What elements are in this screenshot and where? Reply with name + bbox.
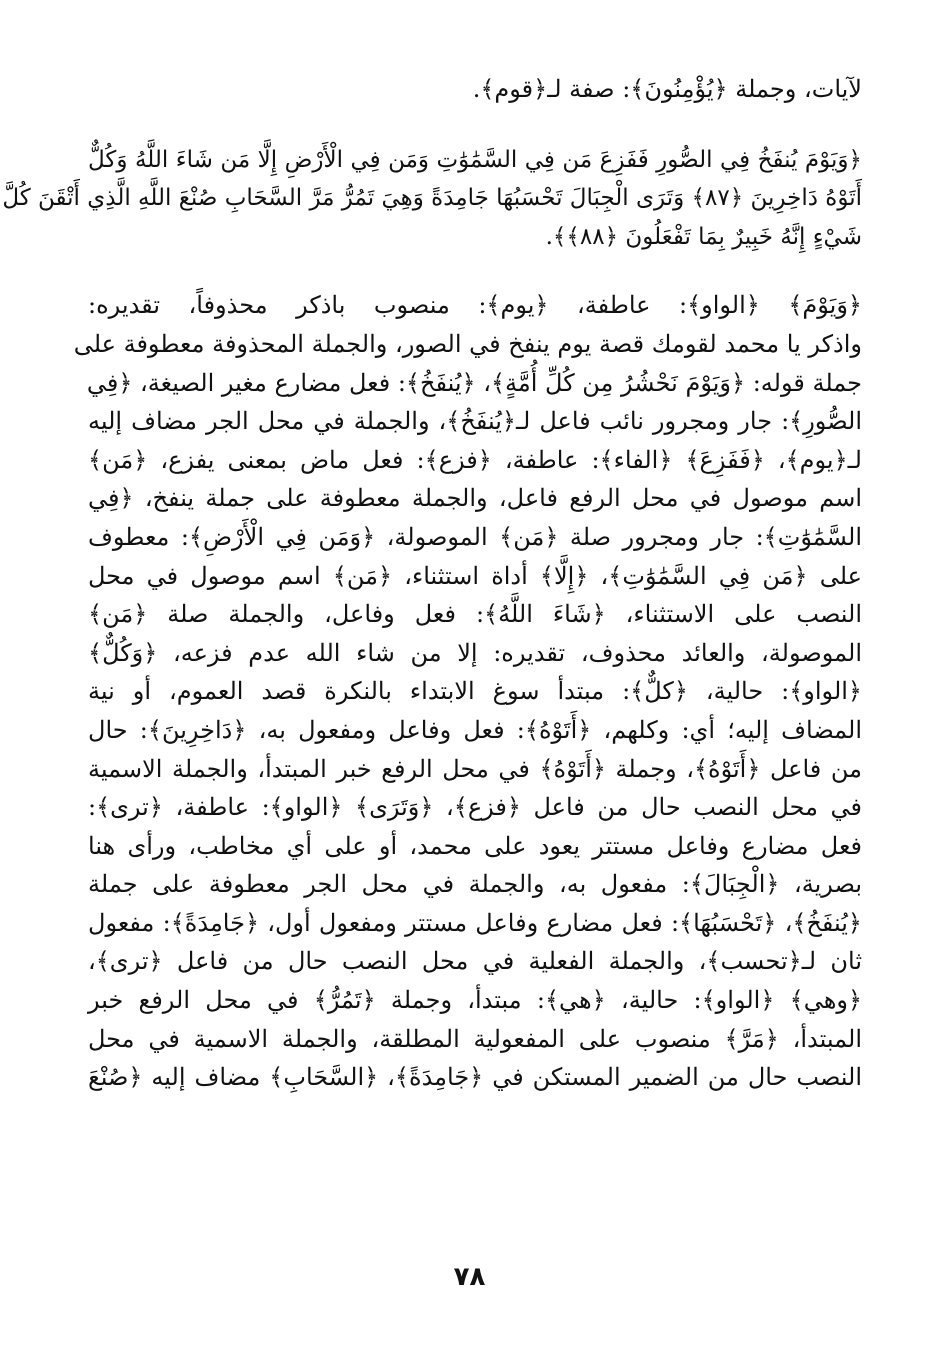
- verse-line: أَتَوْهُ دَاخِرِينَ ﴿٨٧﴾ وَتَرَى الْجِبَالَ تَحْسَبُهَا جَامِدَةً وَهِيَ تَمُرُّ مَرَّ السَّحَابِ صُنْعَ اللَّهِ الَّذِي أَتْقَنَ كُلَّ: [2, 185, 862, 212]
- text-line: جملة قوله: ﴿وَيَوْمَ نَحْشُرُ مِن كُلِّ أُمَّةٍ﴾، ﴿يُنفَخُ﴾: فعل مضارع مغير الصيغة، ﴿فِي: [86, 368, 862, 397]
- text-line: الموصولة، والعائد محذوف، تقديره: إلا من شاء الله عدم فزعه، ﴿وَكُلٌّ﴾: [88, 638, 862, 667]
- text-line: ﴿يُنفَخُ﴾، ﴿تَحْسَبُهَا﴾: فعل مضارع وفاعل مستتر ومفعول أول، ﴿جَامِدَةً﴾: مفعول: [88, 908, 862, 937]
- text-line: ﴿الواو﴾: حالية، ﴿كلٌّ﴾: مبتدأ سوغ الابتداء بالنكرة قصد العموم، أو نية: [88, 677, 862, 706]
- text-line: النصب حال من الضمير المستكن في ﴿جَامِدَةً﴾، ﴿السَّحَابِ﴾ مضاف إليه ﴿صُنْعَ: [88, 1063, 862, 1092]
- verse-line: ﴿وَيَوْمَ يُنفَخُ فِي الصُّورِ فَفَزِعَ مَن فِي السَّمَٰوَٰتِ وَمَن فِي الْأَرْضِ إِلَّا مَن شَاءَ اللَّهُ وَكُلٌّ: [88, 146, 862, 173]
- text-line: الصُّورِ﴾: جار ومجرور نائب فاعل لـ﴿يُنفَخُ﴾، والجملة في محل الجر مضاف إليه: [88, 407, 862, 436]
- text-line: في محل النصب حال من فاعل ﴿فزع﴾، ﴿وَتَرَى﴾ ﴿الواو﴾: عاطفة، ﴿ترى﴾:: [88, 793, 862, 822]
- paragraph-gap: [88, 256, 862, 286]
- text-line: على ﴿مَن فِي السَّمَٰوَٰتِ﴾، ﴿إِلَّا﴾ أداة استثناء، ﴿مَن﴾ اسم موصول في محل: [88, 561, 862, 590]
- text-line: السَّمَٰوَٰتِ﴾: جار ومجرور صلة ﴿مَن﴾ الموصولة، ﴿وَمَن فِي الْأَرْضِ﴾: معطوف: [88, 522, 862, 551]
- text-line: من فاعل ﴿أَتَوْهُ﴾، وجملة ﴿أَتَوْهُ﴾ في محل الرفع خبر المبتدأ، والجملة الاسمية: [88, 754, 862, 783]
- text-line: ﴿وَيَوْمَ﴾ ﴿الواو﴾: عاطفة، ﴿يوم﴾: منصوب باذكر محذوفاً، تقديره:: [88, 291, 862, 320]
- intro-paragraph: [88, 70, 862, 109]
- text-line: فعل مضارع وفاعل مستتر يعود على محمد، أو على أي مخاطب، ورأى هنا: [88, 831, 862, 860]
- text-line: المبتدأ، ﴿مَرَّ﴾ منصوب على المفعولية المطلقة، والجملة الاسمية في محل: [88, 1024, 862, 1053]
- text-line: لآيات، وجملة ﴿يُؤْمِنُونَ﴾: صفة لـ﴿قوم﴾.: [472, 75, 862, 103]
- grammar-analysis-paragraph: [73, 286, 863, 1096]
- quran-verse-block: [2, 141, 862, 257]
- verse-line: شَيْءٍ إِنَّهُ خَبِيرٌ بِمَا تَفْعَلُونَ ﴿٨٨﴾﴾.: [545, 223, 862, 250]
- text-line: النصب على الاستثناء، ﴿شَاءَ اللَّهُ﴾: فعل وفاعل، والجملة صلة ﴿مَن﴾: [88, 600, 862, 629]
- text-line: ﴿وهي﴾ ﴿الواو﴾: حالية، ﴿هي﴾: مبتدأ، وجملة ﴿تَمُرُّ﴾ في محل الرفع خبر: [88, 986, 862, 1015]
- page-number: ٧٨: [453, 1262, 486, 1292]
- text-line: ثان لـ﴿تحسب﴾، والجملة الفعلية في محل النصب حال من فاعل ﴿ترى﴾،: [88, 947, 862, 976]
- text-line: لـ﴿يوم﴾، ﴿فَفَزِعَ﴾ ﴿الفاء﴾: عاطفة، ﴿فزع﴾: فعل ماض بمعنى يفزع، ﴿مَن﴾: [88, 445, 862, 474]
- text-line: اسم موصول في محل الرفع فاعل، والجملة معطوفة على جملة ينفخ، ﴿فِي: [88, 484, 862, 513]
- text-line: واذكر يا محمد لقومك قصة يوم ينفخ في الصور، والجملة المحذوفة معطوفة على: [73, 329, 862, 358]
- paragraph-gap: [88, 109, 862, 141]
- text-line: بصرية، ﴿الْجِبَالَ﴾: مفعول به، والجملة في محل الجر معطوفة على جملة: [88, 870, 863, 899]
- page-body: [2, 70, 863, 1097]
- text-line: المضاف إليه؛ أي: وكلهم، ﴿أَتَوْهُ﴾: فعل وفاعل ومفعول به، ﴿دَاخِرِينَ﴾: حال: [88, 715, 863, 744]
